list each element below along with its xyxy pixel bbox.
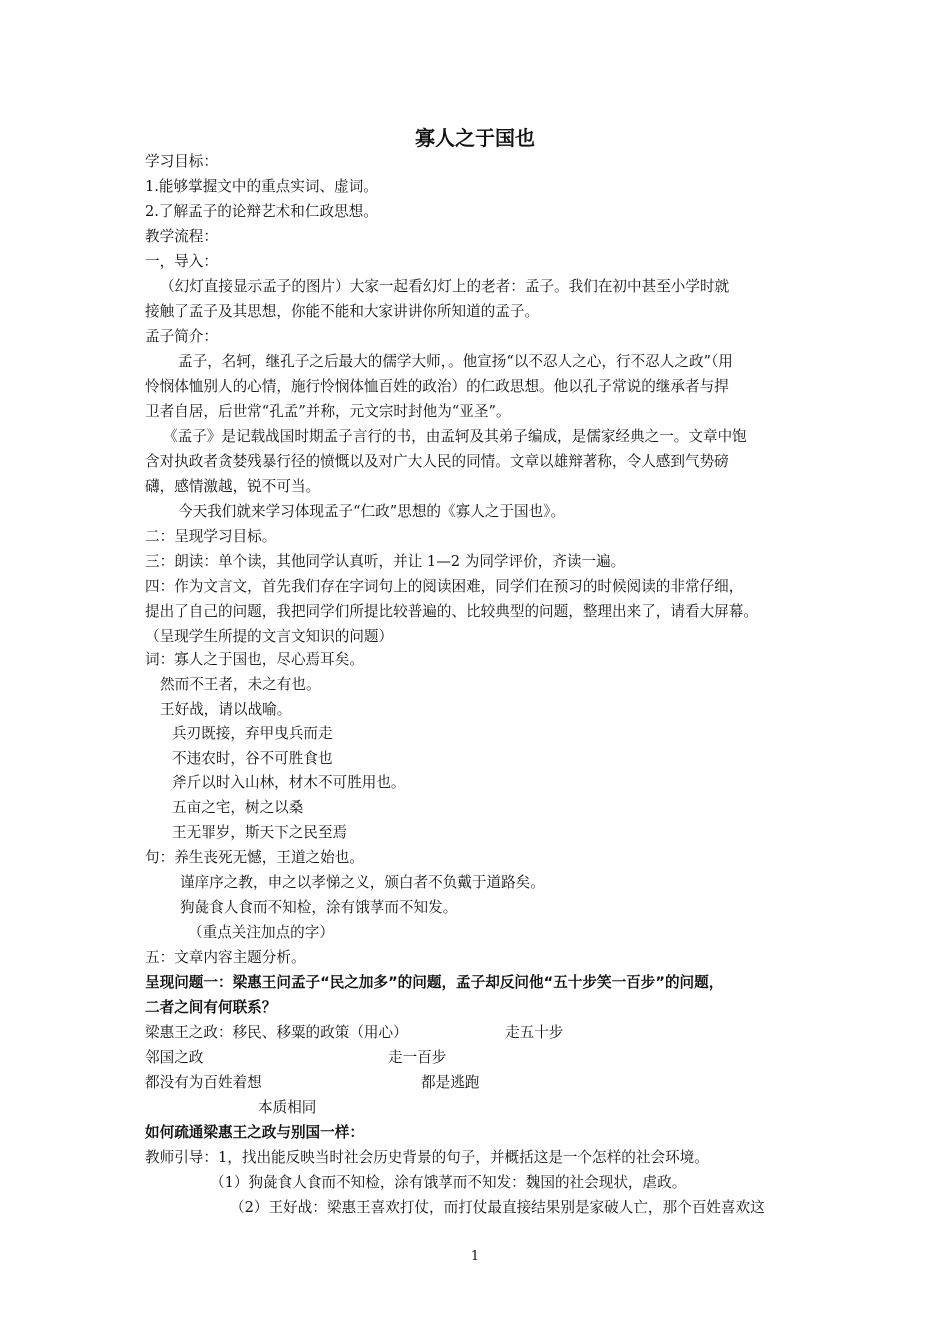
text-line: （幻灯直接显示孟子的图片）大家一起看幻灯上的老者：孟子。我们在初中甚至小学时就 xyxy=(160,278,730,295)
text-line: 谨庠序之教，申之以孝悌之义，颁白者不负戴于道路矣。 xyxy=(180,874,545,891)
text-line: 卫者自居，后世常“孔孟”并称，元文宗时封他为“亚圣”。 xyxy=(145,403,511,420)
text-line: 梁惠王之政：移民、移粟的政策（用心） xyxy=(145,1024,408,1041)
question-heading: 二者之间有何联系？ xyxy=(145,999,277,1016)
text-line: 学习目标： xyxy=(145,153,218,170)
text-line: 都没有为百姓着想 xyxy=(145,1074,262,1091)
text-line: 走一百步 xyxy=(388,1049,447,1066)
text-line: 二：呈现学习目标。 xyxy=(145,528,277,545)
text-line: 四：作为文言文，首先我们存在字词句上的阅读困难，同学们在预习的时候阅读的非常仔细， xyxy=(145,578,744,595)
question-heading: 呈现问题一：梁惠王问孟子“民之加多”的问题，孟子却反问他“五十步笑一百步”的问题， xyxy=(145,974,724,991)
text-line: 兵刃既接，弃甲曳兵而走 xyxy=(172,725,333,742)
text-line: 一，导入： xyxy=(145,253,218,270)
text-line: 教师引导：1，找出能反映当时社会历史背景的句子，并概括这是一个怎样的社会环境。 xyxy=(145,1149,709,1166)
text-line: 王无罪岁，斯天下之民至焉 xyxy=(172,824,348,841)
text-line: 孟子，名轲，继孔子之后最大的儒学大师，。他宣扬“以不忍人之心，行不忍人之政”（用 xyxy=(178,353,733,370)
text-line: 本质相同 xyxy=(258,1099,317,1116)
text-line: 五：文章内容主题分析。 xyxy=(145,949,306,966)
text-line: 不违农时，谷不可胜食也 xyxy=(172,750,333,767)
text-line: （1）狗彘食人食而不知检，涂有饿莩而不知发：魏国的社会现状，虐政。 xyxy=(210,1174,687,1191)
text-line: 1.能够掌握文中的重点实词、虚词。 xyxy=(145,178,378,195)
text-line: 狗彘食人食而不知检，涂有饿莩而不知发。 xyxy=(180,899,458,916)
text-line: 怜悯体恤别人的心情，施行怜悯体恤百姓的政治）的仁政思想。他以孔子常说的继承者与捍 xyxy=(145,378,729,395)
text-line: 礴，感情激越，锐不可当。 xyxy=(145,478,321,495)
text-line: 2.了解孟子的论辩艺术和仁政思想。 xyxy=(145,203,378,220)
text-line: 接触了孟子及其思想，你能不能和大家讲讲你所知道的孟子。 xyxy=(145,303,540,320)
text-line: 提出了自己的问题，我把同学们所提比较普遍的、比较典型的问题，整理出来了，请看大屏幕。 xyxy=(145,603,758,620)
page-number: 1 xyxy=(470,1249,480,1264)
text-line: （呈现学生所提的文言文知识的问题） xyxy=(145,628,394,645)
text-line: 孟子简介： xyxy=(145,328,218,345)
section-heading: 如何疏通梁惠王之政与别国一样： xyxy=(145,1124,364,1141)
text-line: （重点关注加点的字） xyxy=(188,924,334,941)
text-line: （2）王好战：梁惠王喜欢打仗，而打仗最直接结果别是家破人亡，那个百姓喜欢这 xyxy=(230,1199,765,1216)
text-line: 斧斤以时入山林，材木不可胜用也。 xyxy=(172,774,406,791)
text-line: 王好战，请以战喻。 xyxy=(160,701,292,718)
text-line: 教学流程： xyxy=(145,228,218,245)
text-line: 今天我们就来学习体现孟子“仁政”思想的《寡人之于国也》。 xyxy=(178,503,566,520)
text-line: 含对执政者贪婪残暴行径的愤慨以及对广大人民的同情。文章以雄辩著称，令人感到气势磅 xyxy=(145,453,729,470)
text-line: 邻国之政 xyxy=(145,1049,204,1066)
text-line: 句：养生丧死无憾，王道之始也。 xyxy=(145,849,364,866)
text-line: 然而不王者，未之有也。 xyxy=(160,676,321,693)
text-line: 走五十步 xyxy=(505,1024,564,1041)
text-line: 词：寡人之于国也，尽心焉耳矣。 xyxy=(145,651,364,668)
text-line: 《孟子》是记载战国时期孟子言行的书，由孟轲及其弟子编成，是儒家经典之一。文章中饱 xyxy=(163,428,747,445)
document-title: 寡人之于国也 xyxy=(415,126,535,150)
text-line: 都是逃跑 xyxy=(421,1074,480,1091)
text-line: 三：朗读：单个读，其他同学认真听，并让 1—2 为同学评价，齐读一遍。 xyxy=(145,553,626,570)
text-line: 五亩之宅，树之以桑 xyxy=(172,799,304,816)
